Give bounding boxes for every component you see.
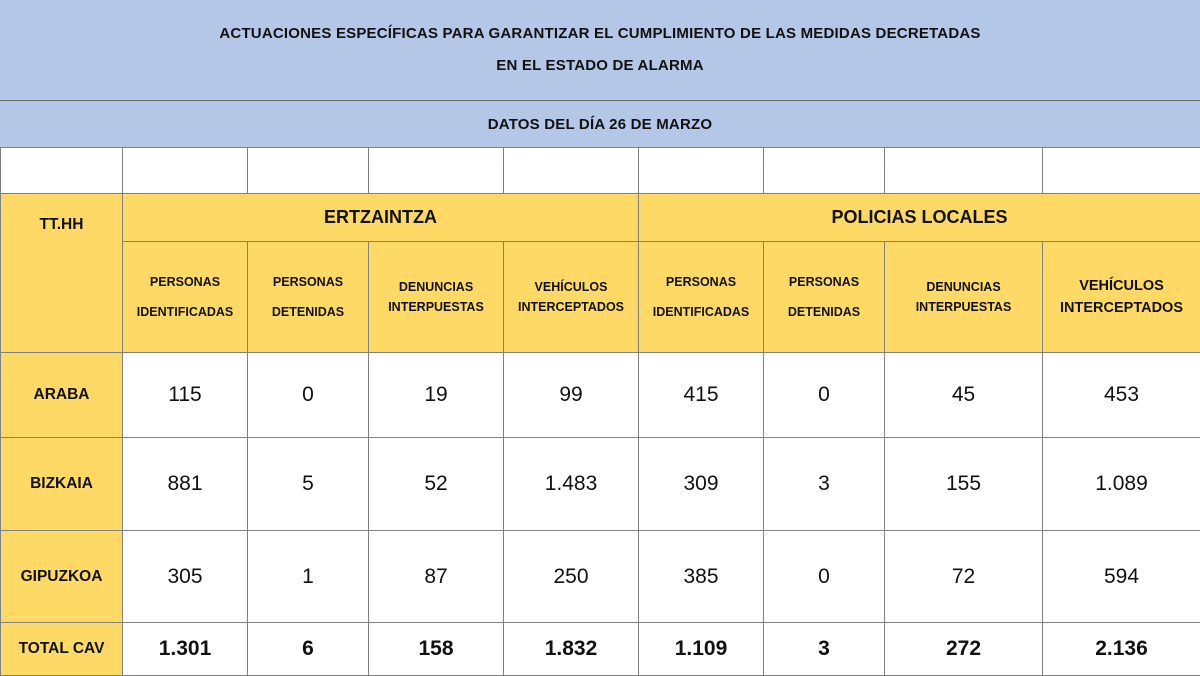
data-cell: 881 bbox=[123, 438, 248, 531]
col-header-vehiculos-interceptados bbox=[504, 242, 639, 353]
spacer-cell bbox=[123, 148, 248, 194]
date-banner bbox=[0, 101, 1200, 148]
col-header-line: PERSONAS bbox=[248, 271, 368, 293]
col-header-line: INTERPUESTAS bbox=[369, 297, 503, 317]
spacer-cell bbox=[1043, 148, 1200, 194]
total-cell: 2.136 bbox=[1043, 623, 1200, 676]
spacer-cell bbox=[369, 148, 504, 194]
spacer-cell bbox=[639, 148, 764, 194]
total-cell: 3 bbox=[764, 623, 885, 676]
col-header-line: DETENIDAS bbox=[764, 301, 884, 323]
row-label: ARABA bbox=[1, 353, 123, 438]
col-header-line: DETENIDAS bbox=[248, 301, 368, 323]
title-banner bbox=[0, 0, 1200, 101]
total-label: TOTAL CAV bbox=[1, 623, 123, 676]
col-header-line: IDENTIFICADAS bbox=[639, 301, 763, 323]
col-header-line: VEHÍCULOS bbox=[1043, 275, 1200, 297]
spacer-cell bbox=[248, 148, 369, 194]
title-line-1: ACTUACIONES ESPECÍFICAS PARA GARANTIZAR EL CUMPLIMIENTO DE LAS MEDIDAS DECRETADAS bbox=[219, 18, 980, 50]
data-cell: 3 bbox=[764, 438, 885, 531]
data-cell: 72 bbox=[885, 531, 1043, 623]
data-cell: 0 bbox=[764, 353, 885, 438]
group-header-row bbox=[1, 194, 1200, 242]
data-cell: 52 bbox=[369, 438, 504, 531]
spacer-row bbox=[1, 148, 1200, 194]
col-header-line: DENUNCIAS bbox=[885, 277, 1042, 297]
data-cell: 87 bbox=[369, 531, 504, 623]
spacer-cell bbox=[764, 148, 885, 194]
data-cell: 0 bbox=[764, 531, 885, 623]
col-header-line: PERSONAS bbox=[123, 271, 247, 293]
group-header-policias-locales: POLICIAS LOCALES bbox=[639, 194, 1200, 242]
date-label: DATOS DEL DÍA 26 DE MARZO bbox=[488, 116, 712, 133]
data-cell: 1 bbox=[248, 531, 369, 623]
data-cell: 0 bbox=[248, 353, 369, 438]
total-cell: 6 bbox=[248, 623, 369, 676]
statistics-table bbox=[0, 147, 1200, 676]
data-cell: 115 bbox=[123, 353, 248, 438]
total-cell: 272 bbox=[885, 623, 1043, 676]
col-header-line: IDENTIFICADAS bbox=[123, 301, 247, 323]
data-cell: 453 bbox=[1043, 353, 1200, 438]
total-cell: 1.301 bbox=[123, 623, 248, 676]
data-cell: 1.483 bbox=[504, 438, 639, 531]
data-cell: 45 bbox=[885, 353, 1043, 438]
spacer-cell bbox=[504, 148, 639, 194]
col-header-personas-identificadas bbox=[123, 242, 248, 353]
data-cell: 155 bbox=[885, 438, 1043, 531]
spacer-cell bbox=[885, 148, 1043, 194]
col-header-line: INTERCEPTADOS bbox=[1043, 297, 1200, 319]
group-header-ertzaintza: ERTZAINTZA bbox=[123, 194, 639, 242]
data-cell: 305 bbox=[123, 531, 248, 623]
col-header-line: DENUNCIAS bbox=[369, 277, 503, 297]
title-line-2: EN EL ESTADO DE ALARMA bbox=[496, 50, 703, 82]
total-row bbox=[1, 623, 1200, 676]
data-cell: 99 bbox=[504, 353, 639, 438]
row-label: GIPUZKOA bbox=[1, 531, 123, 623]
col-header-line: INTERCEPTADOS bbox=[504, 297, 638, 317]
col-header-line: PERSONAS bbox=[764, 271, 884, 293]
data-cell: 250 bbox=[504, 531, 639, 623]
col-header-personas-detenidas bbox=[248, 242, 369, 353]
col-header-line: VEHÍCULOS bbox=[504, 277, 638, 297]
row-label: BIZKAIA bbox=[1, 438, 123, 531]
data-cell: 1.089 bbox=[1043, 438, 1200, 531]
col-header-denuncias-interpuestas bbox=[885, 242, 1043, 353]
col-header-denuncias-interpuestas bbox=[369, 242, 504, 353]
col-header-line: INTERPUESTAS bbox=[885, 297, 1042, 317]
data-cell: 594 bbox=[1043, 531, 1200, 623]
data-cell: 5 bbox=[248, 438, 369, 531]
spacer-cell bbox=[1, 148, 123, 194]
total-cell: 158 bbox=[369, 623, 504, 676]
column-header-row bbox=[1, 242, 1200, 353]
data-cell: 385 bbox=[639, 531, 764, 623]
corner-label: TT.HH bbox=[1, 194, 123, 353]
total-cell: 1.832 bbox=[504, 623, 639, 676]
col-header-line: PERSONAS bbox=[639, 271, 763, 293]
table-row bbox=[1, 438, 1200, 531]
total-cell: 1.109 bbox=[639, 623, 764, 676]
col-header-personas-identificadas bbox=[639, 242, 764, 353]
data-cell: 415 bbox=[639, 353, 764, 438]
table-row bbox=[1, 531, 1200, 623]
table-row bbox=[1, 353, 1200, 438]
col-header-vehiculos-interceptados bbox=[1043, 242, 1200, 353]
col-header-personas-detenidas bbox=[764, 242, 885, 353]
data-cell: 309 bbox=[639, 438, 764, 531]
data-cell: 19 bbox=[369, 353, 504, 438]
